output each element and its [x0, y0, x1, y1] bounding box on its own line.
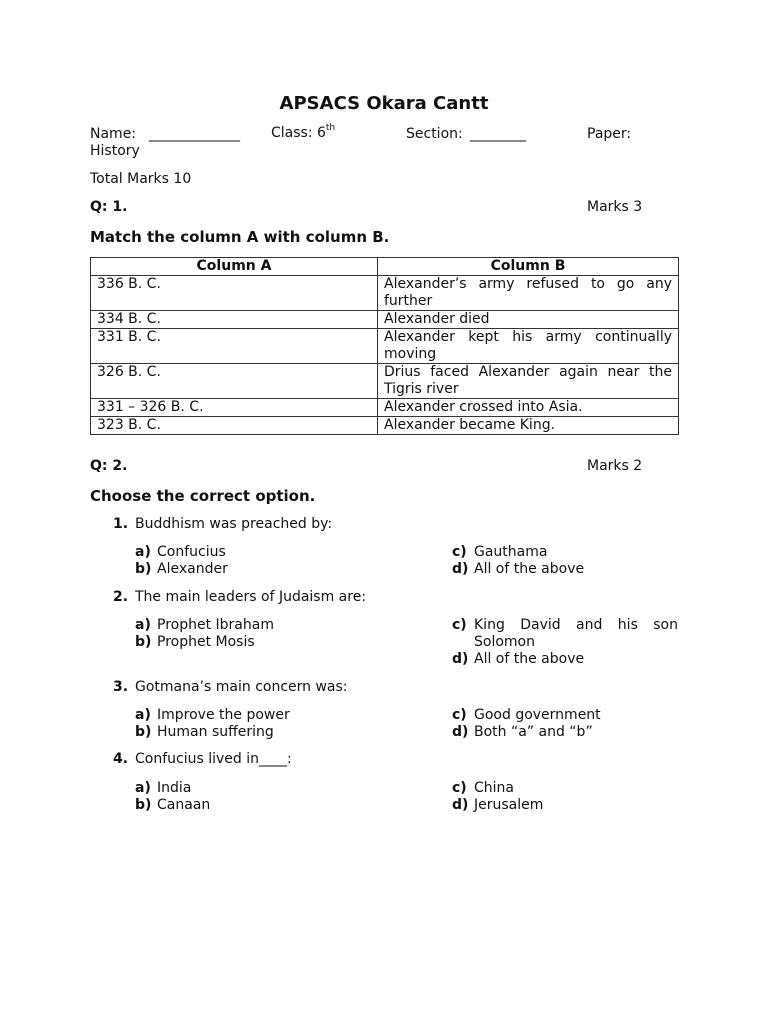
column-a-cell: 336 B. C. [91, 276, 378, 311]
column-b-cell: Drius faced Alexander again near the Tigris river [378, 364, 679, 399]
option-d [452, 651, 584, 668]
column-b-header: Column B [378, 258, 679, 276]
option-text: Good government [474, 707, 601, 723]
match-table [90, 257, 679, 435]
column-b-cell: Alexander’s army refused to go any further [378, 276, 679, 311]
option-a [135, 780, 191, 797]
q1-label: Q: 1. [90, 199, 128, 215]
page-title: APSACS Okara Cantt [279, 93, 489, 114]
option-letter: b) [135, 634, 152, 650]
question-text: Buddhism was preached by: [135, 516, 333, 532]
table-row [91, 329, 679, 364]
q1-instruction: Match the column A with column B. [90, 228, 390, 246]
question-number: 1. [113, 516, 129, 532]
table-row [91, 311, 679, 329]
option-letter: b) [135, 561, 152, 577]
section-blank: ________ [470, 126, 526, 142]
option-letter: b) [135, 797, 152, 813]
option-text: Prophet Mosis [157, 634, 255, 650]
option-text: China [474, 780, 514, 796]
option-c [452, 707, 601, 724]
question-text: Confucius lived in____: [135, 751, 292, 767]
question-number: 3. [113, 679, 129, 695]
paper-value: History [90, 143, 140, 159]
paper-label: Paper: [587, 126, 632, 142]
column-a-cell: 326 B. C. [91, 364, 378, 399]
option-text: Gauthama [474, 544, 548, 560]
option-d [452, 797, 543, 814]
column-a-cell: 331 – 326 B. C. [91, 399, 378, 417]
option-c [452, 544, 547, 561]
option-text: King David and his son Solomon [474, 617, 678, 650]
question-number: 2. [113, 589, 129, 605]
option-letter: c) [452, 544, 467, 560]
table-row [91, 276, 679, 311]
question-text: Gotmana’s main concern was: [135, 679, 348, 695]
table-row [91, 417, 679, 435]
table-header-row [91, 258, 679, 276]
q2-instruction: Choose the correct option. [90, 487, 316, 505]
option-b [135, 724, 274, 741]
column-a-cell: 334 B. C. [91, 311, 378, 329]
option-b [135, 561, 228, 578]
column-a-header: Column A [91, 258, 378, 276]
section-label: Section: [406, 126, 463, 142]
option-text: Canaan [157, 797, 211, 813]
column-b-cell: Alexander kept his army continually moving [378, 329, 679, 364]
option-c [452, 617, 678, 651]
option-a [135, 544, 226, 561]
option-letter: b) [135, 724, 152, 740]
column-b-cell: Alexander became King. [378, 417, 679, 435]
q2-marks: Marks 2 [587, 458, 643, 474]
option-letter: c) [452, 780, 467, 796]
table-row [91, 364, 679, 399]
option-text: Improve the power [157, 707, 290, 723]
option-letter: d) [452, 797, 469, 813]
q1-marks: Marks 3 [587, 199, 643, 215]
option-text: Both “a” and “b” [474, 724, 593, 740]
option-letter: a) [135, 617, 151, 633]
column-b-cell: Alexander died [378, 311, 679, 329]
column-a-cell: 331 B. C. [91, 329, 378, 364]
option-text: Prophet Ibraham [157, 617, 274, 633]
option-letter: d) [452, 724, 469, 740]
option-d [452, 724, 593, 741]
option-letter: a) [135, 544, 151, 560]
class-superscript: th [325, 123, 336, 134]
option-text: Human suffering [157, 724, 274, 740]
name-label: Name: [90, 126, 137, 142]
option-letter: d) [452, 561, 469, 577]
class-field [271, 125, 335, 142]
option-text: Jerusalem [474, 797, 544, 813]
option-letter: a) [135, 780, 151, 796]
option-b [135, 634, 255, 651]
option-a [135, 707, 290, 724]
table-row [91, 399, 679, 417]
option-letter: c) [452, 707, 467, 723]
option-letter: a) [135, 707, 151, 723]
column-a-cell: 323 B. C. [91, 417, 378, 435]
option-text: All of the above [474, 651, 585, 667]
option-letter: c) [452, 617, 467, 633]
option-text: Alexander [157, 561, 228, 577]
option-text: All of the above [474, 561, 585, 577]
option-b [135, 797, 210, 814]
option-a [135, 617, 274, 634]
option-text: Confucius [157, 544, 226, 560]
column-b-cell: Alexander crossed into Asia. [378, 399, 679, 417]
question-number: 4. [113, 751, 129, 767]
total-marks: Total Marks 10 [90, 171, 192, 187]
question-text: The main leaders of Judaism are: [135, 589, 367, 605]
q2-label: Q: 2. [90, 458, 128, 474]
name-blank: _____________ [149, 126, 240, 142]
option-letter: d) [452, 651, 469, 667]
class-label: Class: 6 [271, 125, 326, 141]
option-c [452, 780, 514, 797]
option-text: India [157, 780, 192, 796]
option-d [452, 561, 584, 578]
